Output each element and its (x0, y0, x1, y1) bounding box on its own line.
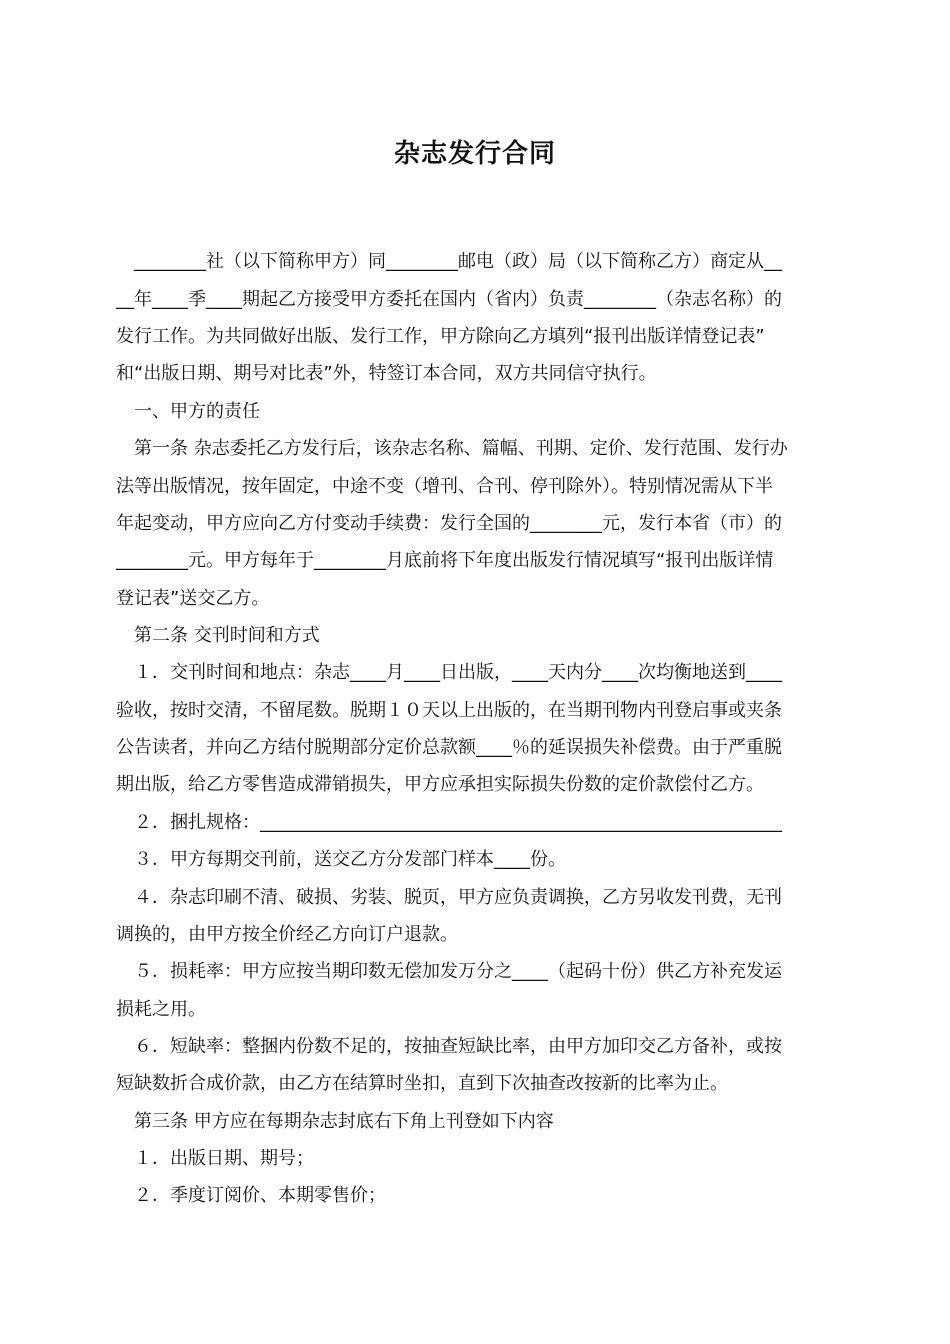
body-line-10: 登记表”送交乙方。 (116, 588, 270, 609)
section-heading-1: 一、甲方的责任 (116, 401, 260, 422)
body-line-13: 验收，按时交清，不留尾数。脱期１０天以上出版的，在当期刊物内刊登启事或夹条 (116, 700, 782, 721)
body-line-17: ３．甲方每期交刊前，送交乙方分发部门样本____份。 (116, 849, 566, 870)
body-line-14: 公告读者，并向乙方结付脱期部分定价总款额____％的延误损失补偿费。由于严重脱 (116, 737, 782, 758)
body-line-25: １．出版日期、期号； (116, 1148, 314, 1169)
body-line-2: __年____季____期起乙方接受甲方委托在国内（省内）负责________（杂志名称）的 (116, 289, 782, 310)
body-line-8: 年起变动，甲方应向乙方付变动手续费：发行全国的________元，发行本省（市）的 (116, 513, 782, 534)
body-line-1: ________社（以下简称甲方）同________邮电（政）局（以下简称乙方）商定从__ (116, 251, 782, 272)
article-heading-3: 第三条 甲方应在每期杂志封底右下角上刊登如下内容 (116, 1111, 554, 1132)
body-line-9: ________元。甲方每年于________月底前将下年度出版发行情况填写“报刊出版详情 (116, 550, 774, 571)
body-line-7: 法等出版情况，按年固定，中途不变（增刊、合刊、停刊除外）。特别情况需从下半 (116, 476, 773, 497)
body-line-19: 调换的，由甲方按全价经乙方向订户退款。 (116, 924, 458, 945)
article-heading-2: 第二条 交刊时间和方式 (116, 625, 320, 646)
body-line-16: ２．捆扎规格：__________________________________________________________ (116, 812, 782, 833)
body-line-22: ６．短缺率：整捆内份数不足的，按抽查短缺比率，由甲方加印交乙方备补，或按 (116, 1036, 782, 1057)
body-line-15: 期出版，给乙方零售造成滞销损失，甲方应承担实际损失份数的定价款偿付乙方。 (116, 774, 764, 795)
body-line-12: １．交刊时间和地点：杂志____月____日出版，____天内分____次均衡地送到____ (116, 662, 782, 683)
document-title: 杂志发行合同 (393, 139, 556, 169)
body-line-20: ５．损耗率：甲方应按当期印数无偿加发万分之____（起码十份）供乙方补充发运 (116, 961, 782, 982)
body-line-26: ２．季度订阅价、本期零售价； (116, 1185, 386, 1206)
body-line-4: 和“出版日期、期号对比表”外，特签订本合同，双方共同信守执行。 (116, 363, 657, 384)
body-line-23: 短缺数折合成价款，由乙方在结算时坐扣，直到下次抽查改按新的比率为止。 (116, 1073, 728, 1094)
body-line-6: 第一条 杂志委托乙方发行后，该杂志名称、篇幅、刊期、定价、发行范围、发行办 (116, 438, 788, 459)
body-line-18: ４．杂志印刷不清、破损、劣装、脱页，甲方应负责调换，乙方另收发刊费，无刊 (116, 887, 782, 908)
body-line-3: 发行工作。为共同做好出版、发行工作，甲方除向乙方填列“报刊出版详情登记表” (116, 326, 765, 347)
body-line-21: 损耗之用。 (116, 999, 206, 1020)
